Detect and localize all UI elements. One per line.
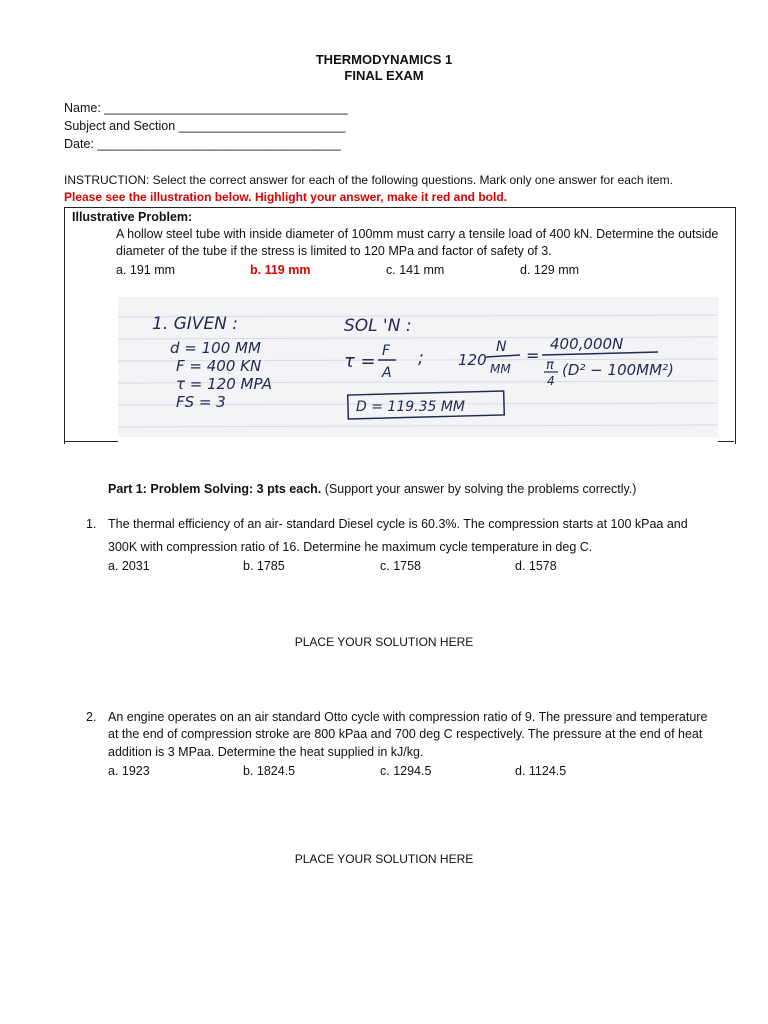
instruction-text: INSTRUCTION: Select the correct answer for each of the following questions. Mark only one answer for each item. bbox=[64, 173, 673, 187]
hw-given: 1. GIVEN : bbox=[152, 314, 239, 334]
q1-choice-a[interactable]: a. 2031 bbox=[108, 559, 150, 573]
hw-unit-mm: MM bbox=[490, 362, 511, 376]
hw-pi: π bbox=[546, 358, 554, 373]
box-bottom-left bbox=[64, 441, 118, 442]
q1-solution-placeholder[interactable]: PLACE YOUR SOLUTION HERE bbox=[294, 635, 474, 649]
hw-120: 120 bbox=[458, 351, 487, 369]
q2-choice-d[interactable]: d. 1124.5 bbox=[515, 764, 567, 778]
illustrative-line-2: diameter of the tube if the stress is limited to 120 MPa and factor of safety of 3. bbox=[116, 244, 552, 258]
subject-section-field[interactable]: Subject and Section ________________________ bbox=[64, 119, 346, 133]
illustrative-choice-c[interactable]: c. 141 mm bbox=[386, 263, 445, 277]
hw-unit-n: N bbox=[496, 339, 507, 355]
q2-choice-c[interactable]: c. 1294.5 bbox=[380, 764, 432, 778]
q1-choice-d[interactable]: d. 1578 bbox=[515, 559, 557, 573]
hw-four: 4 bbox=[547, 374, 555, 388]
hw-fs: FS = 3 bbox=[176, 393, 226, 411]
handwritten-solution-photo bbox=[118, 297, 718, 437]
hw-formula-a: A bbox=[382, 365, 392, 381]
hw-sep: ; bbox=[418, 348, 424, 368]
illustrative-choice-b[interactable]: b. 119 mm bbox=[250, 263, 311, 277]
hw-d: d = 100 MM bbox=[170, 339, 261, 357]
hw-num: 400,000N bbox=[550, 335, 624, 353]
q1-line-1: The thermal efficiency of an air- standard Diesel cycle is 60.3%. The compression starts at 100 kPaa and bbox=[108, 517, 688, 531]
part1-heading-line bbox=[108, 482, 636, 496]
q2-line-2: at the end of compression stroke are 800 kPaa and 700 deg C respectively. The pressure at the end of heat bbox=[108, 727, 703, 741]
q2-choice-b[interactable]: b. 1824.5 bbox=[243, 764, 296, 778]
q1-number: 1. bbox=[86, 517, 97, 531]
hw-den: (D² − 100MM²) bbox=[562, 361, 674, 379]
hw-answer: D = 119.35 MM bbox=[356, 399, 466, 415]
exam-title: THERMODYNAMICS 1 bbox=[315, 52, 453, 67]
hw-soln: SOL 'N : bbox=[344, 316, 412, 336]
q1-choice-b[interactable]: b. 1785 bbox=[243, 559, 285, 573]
hw-tau: τ = 120 MPA bbox=[176, 375, 273, 393]
hw-formula-f: F bbox=[382, 343, 391, 359]
hw-eq: = bbox=[526, 346, 540, 365]
date-field[interactable]: Date: ___________________________________ bbox=[64, 137, 341, 151]
name-field[interactable]: Name: ___________________________________ bbox=[64, 101, 348, 115]
illustrative-line-1: A hollow steel tube with inside diameter of 100mm must carry a tensile load of 400 kN. Determine the outside bbox=[116, 227, 719, 241]
illustrative-choice-d[interactable]: d. 129 mm bbox=[520, 263, 580, 277]
box-bottom-right bbox=[718, 441, 734, 442]
q2-line-1: An engine operates on an air standard Otto cycle with compression ratio of 9. The pressure and temperature bbox=[108, 710, 708, 724]
instruction-red-note: Please see the illustration below. Highlight your answer, make it red and bold. bbox=[64, 190, 507, 204]
illustrative-heading: Illustrative Problem: bbox=[72, 210, 193, 224]
illustrative-choice-a[interactable]: a. 191 mm bbox=[116, 263, 176, 277]
exam-subtitle: FINAL EXAM bbox=[344, 68, 424, 83]
hw-formula-tau: τ = bbox=[344, 351, 376, 372]
hw-f: F = 400 KN bbox=[176, 357, 262, 375]
part1-heading: Part 1: Problem Solving: 3 pts each. bbox=[108, 482, 322, 496]
q2-line-3: addition is 3 MPaa. Determine the heat supplied in kJ/kg. bbox=[108, 745, 424, 759]
q2-number: 2. bbox=[86, 710, 97, 724]
q2-choice-a[interactable]: a. 1923 bbox=[108, 764, 150, 778]
part1-note: (Support your answer by solving the problems correctly.) bbox=[321, 482, 637, 496]
q2-solution-placeholder[interactable]: PLACE YOUR SOLUTION HERE bbox=[294, 852, 474, 866]
q1-line-2: 300K with compression ratio of 16. Determine he maximum cycle temperature in deg C. bbox=[108, 540, 593, 554]
q1-choice-c[interactable]: c. 1758 bbox=[380, 559, 422, 573]
